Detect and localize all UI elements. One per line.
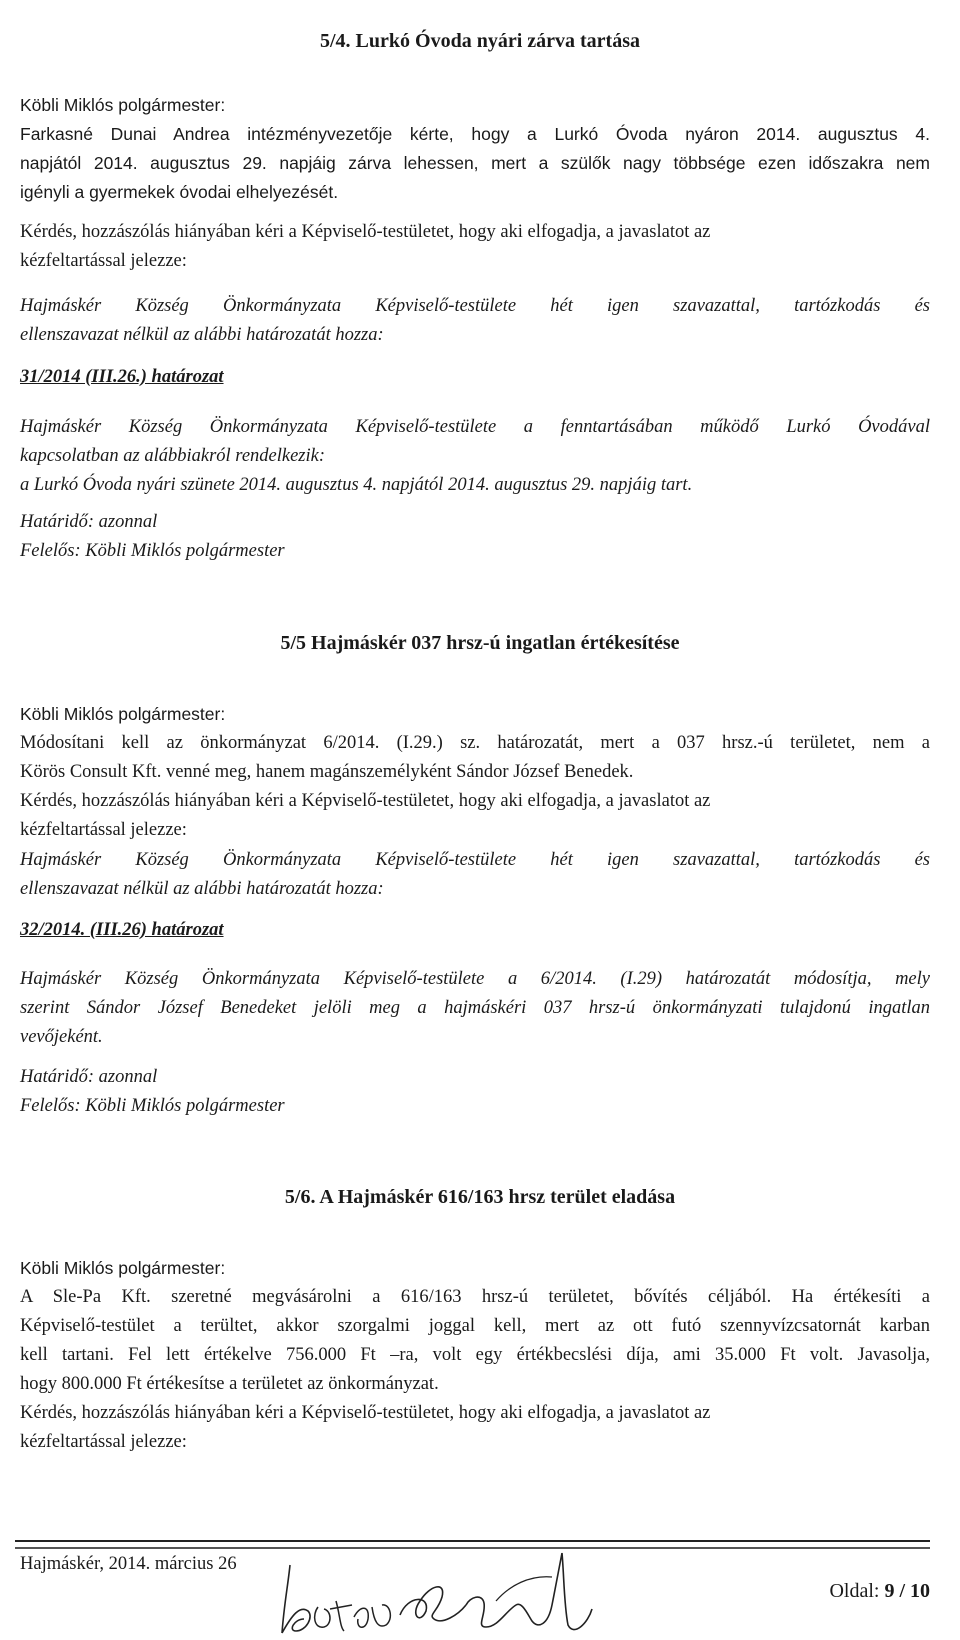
section-4-speaker-block <box>20 91 930 207</box>
decision-line: kapcsolatban az alábbiakról rendelkezik: <box>20 446 326 466</box>
section-4-vote <box>20 292 930 350</box>
section-5-decision-number: 32/2014. (III.26) határozat <box>20 920 224 940</box>
section-5-speaker-block <box>20 700 930 845</box>
section-4-deadline-block <box>20 508 930 566</box>
vote-line: Hajmáskér Község Önkormányzata Képviselő-testülete hét igen szavazattal, tartózkodás és <box>20 850 930 870</box>
page-counter <box>829 1580 930 1603</box>
decision-line: Hajmáskér Község Önkormányzata Képviselő-testülete a 6/2014. (I.29) határozatát módosítja, mely <box>20 969 930 989</box>
section-4-body-line: Farkasné Dunai Andrea intézményvezetője kérte, hogy a Lurkó Óvoda nyáron 2014. augusztus 4. <box>20 124 930 144</box>
section-5-deadline-block <box>20 1063 930 1121</box>
section-5-title: 5/5 Hajmáskér 037 hrsz-ú ingatlan értékesítése <box>280 632 680 654</box>
section-6-body-line: A Sle-Pa Kft. szeretné megvásárolni a 616/163 hrsz-ú területet, bővítés céljából. Ha értékesíti a <box>20 1287 930 1307</box>
section-4-title: 5/4. Lurkó Óvoda nyári zárva tartása <box>320 30 640 52</box>
section-5-vote <box>20 846 930 904</box>
section-6-body-line: hogy 800.000 Ft értékesítse a területet az önkormányzat. <box>20 1374 439 1394</box>
responsible: Felelős: Köbli Miklós polgármester <box>20 1096 285 1116</box>
section-4-question <box>20 218 930 276</box>
section-6-speaker-block <box>20 1254 930 1457</box>
responsible: Felelős: Köbli Miklós polgármester <box>20 541 285 561</box>
section-6-title: 5/6. A Hajmáskér 616/163 hrsz terület eladása <box>284 1186 676 1208</box>
section-4-speaker: Köbli Miklós polgármester: <box>20 95 226 115</box>
vote-line: ellenszavazat nélkül az alábbi határozatát hozza: <box>20 879 384 899</box>
question-line: Kérdés, hozzászólás hiányában kéri a Képviselő-testületet, hogy aki elfogadja, a javaslatot az <box>20 222 711 242</box>
page-label: Oldal: <box>829 1580 880 1602</box>
signature-image <box>270 1545 600 1640</box>
section-5-decision-text <box>20 965 930 1052</box>
section-4-body-line: igényli a gyermekek óvodai elhelyezését. <box>20 182 339 202</box>
decision-line: szerint Sándor József Benedeket jelöli meg a hajmáskéri 037 hrsz-ú önkormányzati tulajdonú ingatlan <box>20 998 930 1018</box>
vote-line: Hajmáskér Község Önkormányzata Képviselő-testülete hét igen szavazattal, tartózkodás és <box>20 296 930 316</box>
section-6-speaker: Köbli Miklós polgármester: <box>20 1258 226 1278</box>
deadline: Határidő: azonnal <box>20 512 158 532</box>
vote-line: ellenszavazat nélkül az alábbi határozatát hozza: <box>20 325 384 345</box>
section-6-body-line: Kérdés, hozzászólás hiányában kéri a Képviselő-testületet, hogy aki elfogadja, a javaslatot az <box>20 1403 711 1423</box>
section-5-speaker: Köbli Miklós polgármester: <box>20 704 226 724</box>
section-5-body-line: kézfeltartással jelezze: <box>20 820 187 840</box>
footer-place-date: Hajmáskér, 2014. március 26 <box>20 1554 237 1574</box>
decision-line: vevőjeként. <box>20 1027 103 1047</box>
section-6-body-line: kézfeltartással jelezze: <box>20 1432 187 1452</box>
question-line: kézfeltartással jelezze: <box>20 251 187 271</box>
page-number: 9 / 10 <box>884 1580 930 1602</box>
section-5-body-line: Körös Consult Kft. venné meg, hanem magánszemélyként Sándor József Benedek. <box>20 762 634 782</box>
decision-line: Hajmáskér Község Önkormányzata Képviselő-testülete a fenntartásában működő Lurkó Óvodával <box>20 417 930 437</box>
section-4-body-line: napjától 2014. augusztus 29. napjáig zárva lehessen, mert a szülők nagy többsége ezen időszakra nem <box>20 153 930 173</box>
section-6-body-line: kell tartani. Fel lett értékelve 756.000 Ft –ra, volt egy értékbecslési díja, ami 35.000 Ft volt. Javasolja, <box>20 1345 930 1365</box>
deadline: Határidő: azonnal <box>20 1067 158 1087</box>
section-4-decision-number: 31/2014 (III.26.) határozat <box>20 367 224 387</box>
section-4-decision-text <box>20 413 930 500</box>
section-5-body-line: Kérdés, hozzászólás hiányában kéri a Képviselő-testületet, hogy aki elfogadja, a javaslatot az <box>20 791 711 811</box>
decision-line: a Lurkó Óvoda nyári szünete 2014. augusztus 4. napjától 2014. augusztus 29. napjáig tart. <box>20 475 693 495</box>
section-6-body-line: Képviselő-testület a terültet, akkor szorgalmi joggal kell, mert az ott futó szennyvízcsatornát karban <box>20 1316 930 1336</box>
section-5-body-line: Módosítani kell az önkormányzat 6/2014. (I.29.) sz. határozatát, mert a 037 hrsz.-ú területet, nem a <box>20 733 930 753</box>
